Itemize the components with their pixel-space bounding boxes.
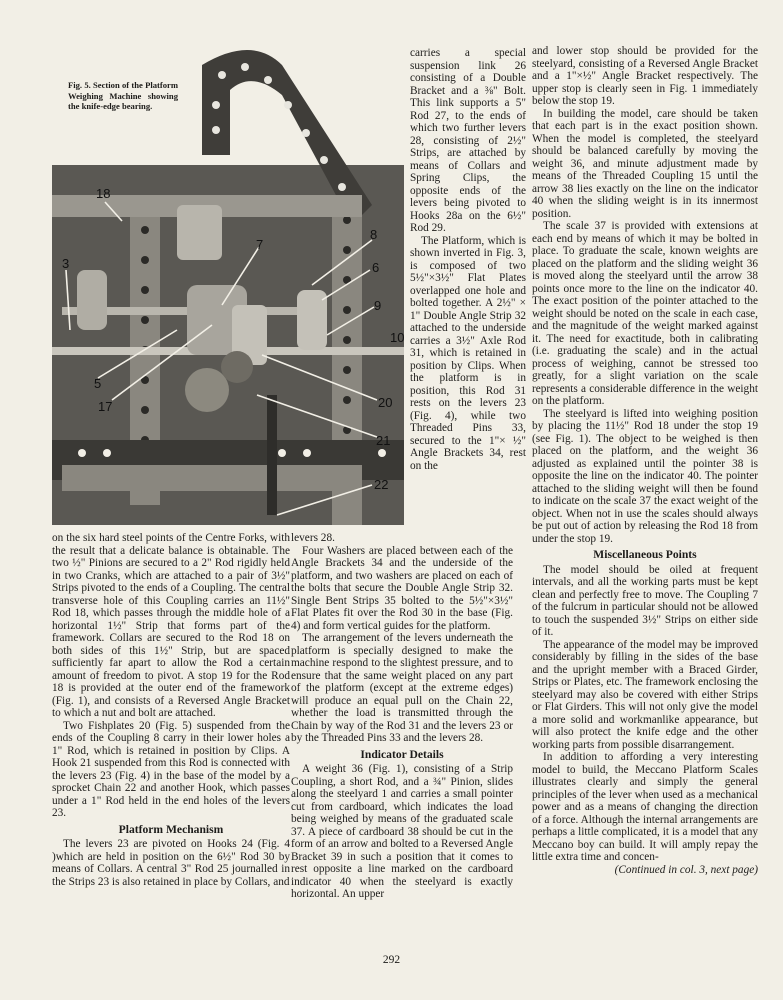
paragraph: levers 28. (291, 532, 335, 544)
column-2-top (410, 47, 526, 472)
paragraph: The model should be oiled at frequent intervals, and all the working parts must be kept clean and perfectly free to move. The Coupling 7 of the fulcrum in particular should not be allowed to touch the suspended 3½" Strips on either side of it. (532, 563, 758, 638)
column-1 (52, 532, 290, 888)
fig-label-5: 5 (94, 376, 102, 391)
heading-miscellaneous-points: Miscellaneous Points (593, 548, 697, 561)
paragraph: The arrangement of the levers underneath the platform is specially designed to make the machine respond to the slightest pressure, and to ensure that the same weight placed on any part of the platform (except at the extreme edges) will produce an equal pull on the Chain 22, whether the load is transmitted through the Chain by way of the Rod 31 and the levers 23 or by the Threaded Pins 33 and the levers 28. (291, 632, 513, 744)
fig-label-7: 7 (256, 237, 264, 252)
fig-label-20: 20 (378, 395, 393, 410)
paragraph: on the six hard steel points of the Centre Forks, with the result that a delicate balance is obtainable. The two ½" Pinions are secured to a 2" Rod rigidly held in two Cranks, which are attached to a pair of 3½" Strips pivoted to the ends of a Coupling. The central transverse hole of this Coupling carries an 11½" Rod 18, which passes through the middle hole of a horizontal 1½" Strip that forms part of the framework. Collars are secured to the Rod 18 on both sides of this 1½" Strip, but are spaced sufficiently far apart to allow the Rod a certain amount of freedom to pivot. A stop 19 for the Rod 18 is provided at the outer end of the framework (Fig. 1), and consists of a Reversed Angle Bracket to which a nut and bolt are attached. (52, 532, 290, 719)
mechanism-illustration (52, 45, 404, 525)
paragraph: The Platform, which is shown inverted in Fig. 3, is composed of two 5½"×3½" Flat Plates overlapped one hole and bolted together. A 2½" × 1" Double Angle Strip 32 attached to the underside carries a 3½" Axle Rod 31, which is retained in position by Clips. When the platform is in position, this Rod 31 rests on the levers 23 (Fig. 4), while two Threaded Pins 33, secured to the 1"× ½" Angle Brackets 34, rest on the (410, 234, 526, 472)
fig-label-9: 9 (374, 298, 382, 313)
paragraph: The scale 37 is provided with extensions at each end by means of which it may be bolted in place. To graduate the scale, known weights are placed on the platform and the sliding weight 36 is moved along the steelyard until the arrow 38 points once more to the line on the indicator 40. The exact position of the pointer attached to the weight should be noted on the scale in each case, and the magnitude of the weight marked against it. The need for exactitude, both in calibrating (i.e. graduating the scale) and in the actual process of weighing, cannot be stressed too greatly, for a slight variation on the scale represents a considerable difference in the weight on the platform. (532, 220, 758, 407)
column-2-bottom (291, 532, 513, 901)
paragraph: The steelyard is lifted into weighing position by placing the 11½" Rod 18 under the stop 19 (see Fig. 1). The object to be weighed is then placed on the platform, and the weight 36 adjusted as explained until the pointer 38 is opposite the line on the indicator 40. The pointer attached to the sliding weight will then be found to indicate on the scale 37 the exact weight of the object. When not in use the scales should always be put out of action by releasing the Rod 18 from under the stop 19. (532, 407, 758, 545)
paragraph: and lower stop should be provided for the steelyard, consisting of a Reversed Angle Bracket and a 1"×½" Angle Bracket respectively. The upper stop is clearly seen in Fig. 1 immediately below the stop 19. (532, 45, 758, 107)
paragraph: The appearance of the model may be improved considerably by filling in the sides of the base and the upright member with a Braced Girder, Strips or Plates, etc. The framework enclosing the steelyard may also be covered with either Strips or Flat Girders. This will not only give the model a more solid and workmanlike appearance, but will also protect the knife edge and the other working parts from possible disarrangement. (532, 638, 758, 751)
figure-photo (52, 45, 404, 525)
fig-label-18: 18 (96, 186, 111, 201)
paragraph: A weight 36 (Fig. 1), consisting of a Strip Coupling, a short Rod, and a ¾" Pinion, slides along the steelyard 1 and carries a small pointer cut from cardboard, which indicates the load being weighed by means of the graduated scale 37. A piece of cardboard 38 should be cut in the form of an arrow and bolted to a Reversed Angle Bracket 39 in such a position that it comes to rest opposite a line marked on the cardboard indicator 40 when the steelyard is exactly horizontal. An upper (291, 763, 513, 900)
paragraph: Four Washers are placed between each of the Angle Brackets 34 and the underside of the platform, and two washers are placed on each of the bolts that secure the Double Angle Strip 32. Single Bent Strips 35 bolted to the 5½"×3½" Flat Plates fit over the Rod 30 in the base (Fig. 4) and form vertical guides for the platform. (291, 544, 513, 632)
fig-label-6: 6 (372, 260, 380, 275)
continued-note: (Continued in col. 3, next page) (614, 863, 758, 876)
heading-platform-mechanism: Platform Mechanism (118, 822, 224, 836)
fig-label-17: 17 (98, 399, 113, 414)
fig-label-8: 8 (370, 227, 378, 242)
fig-label-10: 10 (390, 330, 404, 345)
fig-label-21: 21 (376, 433, 391, 448)
paragraph: In building the model, care should be taken that each part is in the exact position shown. When the model is completed, the steelyard should be balanced carefully by moving the weight 36, and minute adjustment made by means of the Threaded Coupling 15 until the arrow 38 lies exactly on the line on the indicator 40 when the sliding weight is in its innermost position. (532, 107, 758, 220)
fig-label-3: 3 (62, 256, 70, 271)
paragraph: The levers 23 are pivoted on Hooks 24 (Fig. 4 )which are held in position on the 6½" Rod 30 by means of Collars. A central 3" Rod 25 journalled in the Strips 23 is also retained in place by Collars, and (52, 838, 290, 888)
page-number: 292 (382, 954, 401, 966)
paragraph: In addition to affording a very interesting model to build, the Meccano Platform Scales illustrates clearly and simply the general principles of the lever when used as a mechanical power and as a means of changing the direction of a force. Although the internal arrangements are perhaps a little complicated, it is a model that any Meccano boy can build. It will amply repay the little extra time and concen- (532, 751, 758, 863)
paragraph: carries a special suspension link 26 consisting of a Double Bracket and a ⅜" Bolt. This link supports a 5" Rod 27, to the ends of which two further levers 28, consisting of 2½" Strips, are attached by means of Collars and Spring Clips, the opposite ends of the levers being pivoted to Hooks 28a on the 6½" Rod 29. (410, 47, 526, 234)
heading-indicator-details: Indicator Details (360, 747, 444, 761)
fig-label-22: 22 (374, 477, 389, 492)
figure-caption: Fig. 5. Section of the Platform Weighing Machine showing the knife-edge bearing. (64, 78, 182, 114)
column-3 (532, 45, 758, 876)
paragraph: Two Fishplates 20 (Fig. 5) suspended from the ends of the Coupling 8 carry in their lower holes a 1" Rod, which is retained in position by Clips. A Hook 21 suspended from this Rod is connected with the levers 23 (Fig. 4) in the base of the model by a sprocket Chain 22 and another Hook, which passes under a 1" Rod held in the end holes of the levers 23. (52, 719, 290, 819)
